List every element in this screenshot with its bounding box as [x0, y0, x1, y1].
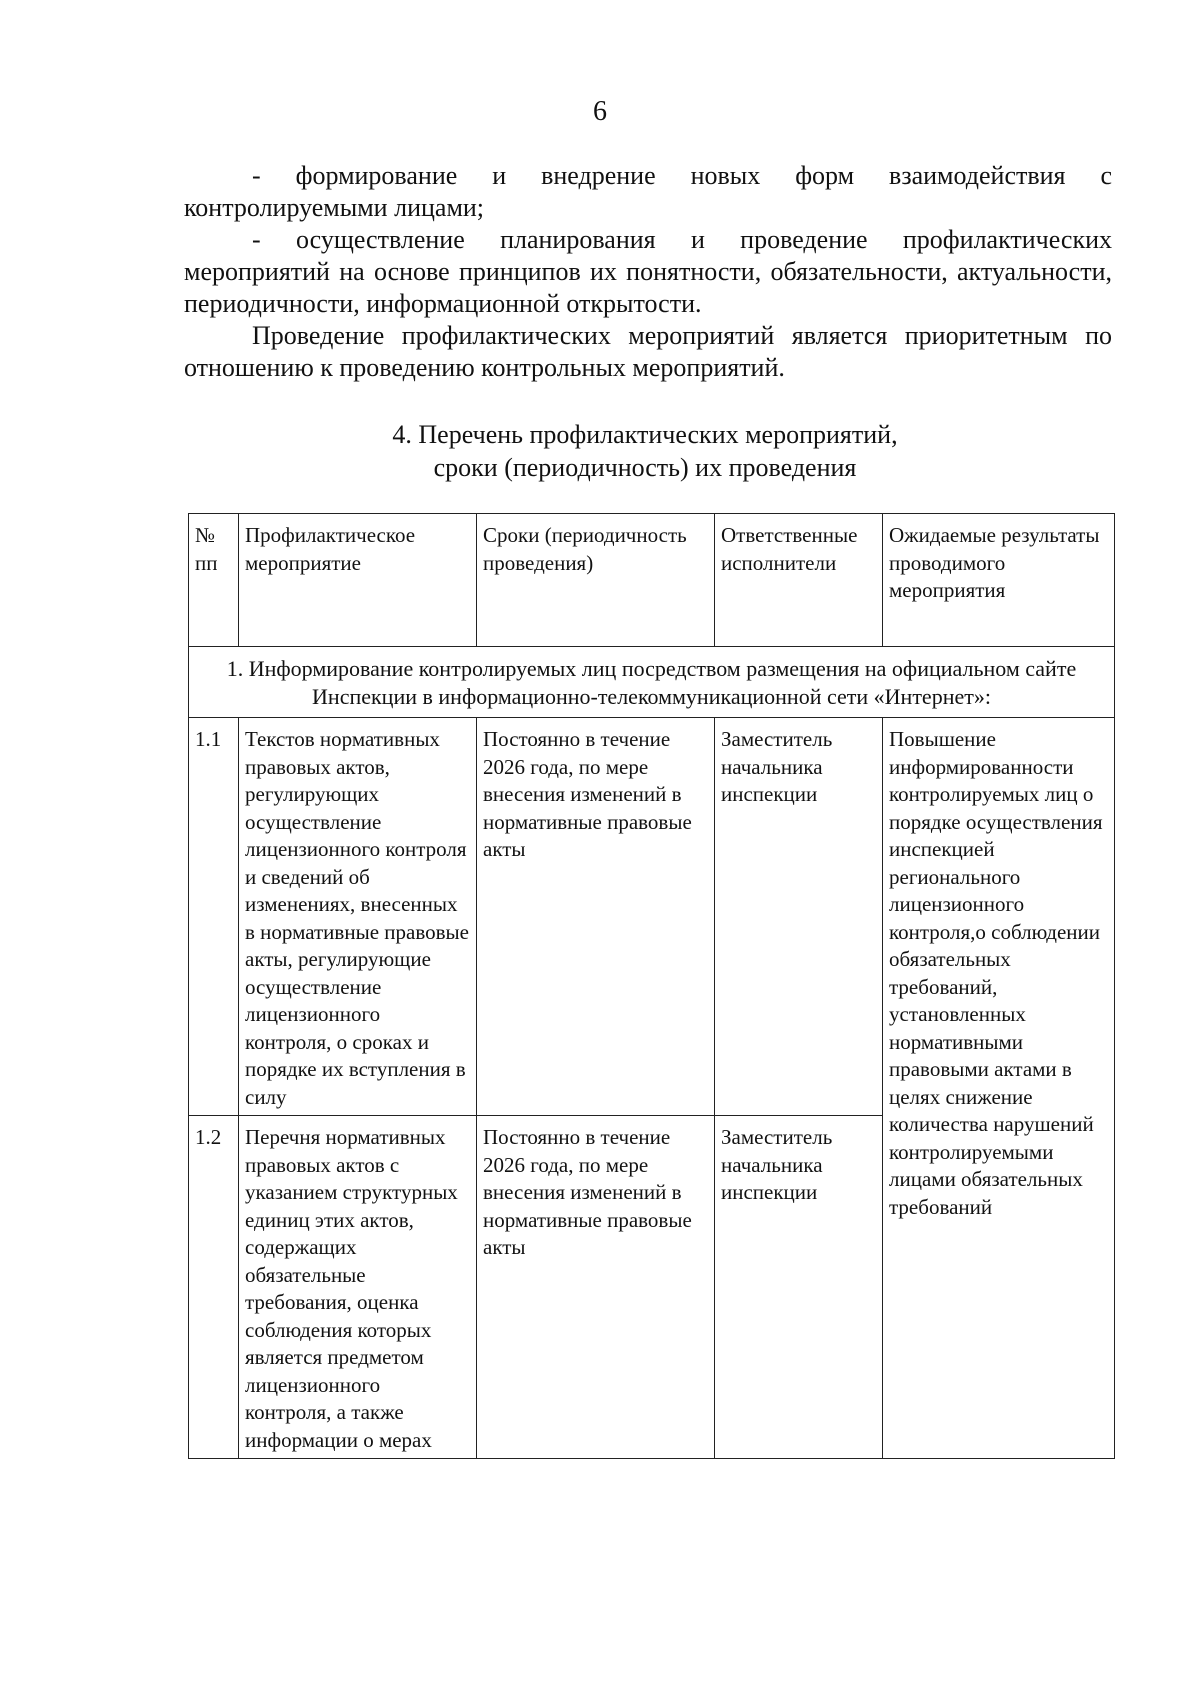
activities-table — [188, 513, 1115, 1459]
row-expected-result: Повышение информированности контролируемых лиц о порядке осуществления инспекцией регионального лицензионного контроля,о соблюдении обязательных требований, установленных нормативными правовыми актами в целях снижение количества нарушений контролируемыми лицами обязательных требований — [883, 718, 1115, 1459]
table-group-row — [189, 647, 1115, 718]
paragraph-planning: - осуществление планирования и проведение профилактических мероприятий на основе принципов их понятности, обязательности, актуальности, периодичности, информационной открытости. — [184, 225, 1112, 318]
header-responsible: Ответственные исполнители — [715, 514, 883, 647]
row-terms: Постоянно в течение 2026 года, по мере внесения изменений в нормативные правовые акты — [477, 718, 715, 1116]
table-row — [189, 718, 1115, 1116]
row-num: 1.2 — [189, 1116, 239, 1459]
row-num: 1.1 — [189, 718, 239, 1116]
header-results: Ожидаемые результаты проводимого мероприятия — [883, 514, 1115, 647]
header-terms: Сроки (периодичность проведения) — [477, 514, 715, 647]
header-num: № пп — [189, 514, 239, 647]
section-title-line2: сроки (периодичность) их проведения — [433, 453, 857, 482]
paragraph-priority: Проведение профилактических мероприятий является приоритетным по отношению к проведению контрольных мероприятий. — [184, 321, 1112, 382]
section-title — [0, 418, 1200, 484]
table-header-row — [189, 514, 1115, 647]
page-number: 6 — [593, 96, 607, 127]
row-responsible: Заместитель начальника инспекции — [715, 1116, 883, 1459]
section-title-line1: 4. Перечень профилактических мероприятий, — [392, 420, 898, 449]
body-text — [184, 160, 1112, 384]
header-activity: Профилактическое мероприятие — [239, 514, 477, 647]
row-responsible: Заместитель начальника инспекции — [715, 718, 883, 1116]
row-activity: Перечня нормативных правовых актов с указанием структурных единиц этих актов, содержащих обязательные требования, оценка соблюдения которых является предметом лицензионного контроля, а также информации о мерах — [239, 1116, 477, 1459]
row-activity: Текстов нормативных правовых актов, регулирующих осуществление лицензионного контроля и сведений об изменениях, внесенных в нормативные правовые акты, регулирующие осуществление лицензионного контроля, о сроках и порядке их вступления в силу — [239, 718, 477, 1116]
paragraph-forms: - формирование и внедрение новых форм взаимодействия с контролируемыми лицами; — [184, 161, 1112, 222]
row-terms: Постоянно в течение 2026 года, по мере внесения изменений в нормативные правовые акты — [477, 1116, 715, 1459]
group-title: 1. Информирование контролируемых лиц посредством размещения на официальном сайте Инспекции в информационно-телекоммуникационной сети «Интернет»: — [189, 647, 1115, 718]
